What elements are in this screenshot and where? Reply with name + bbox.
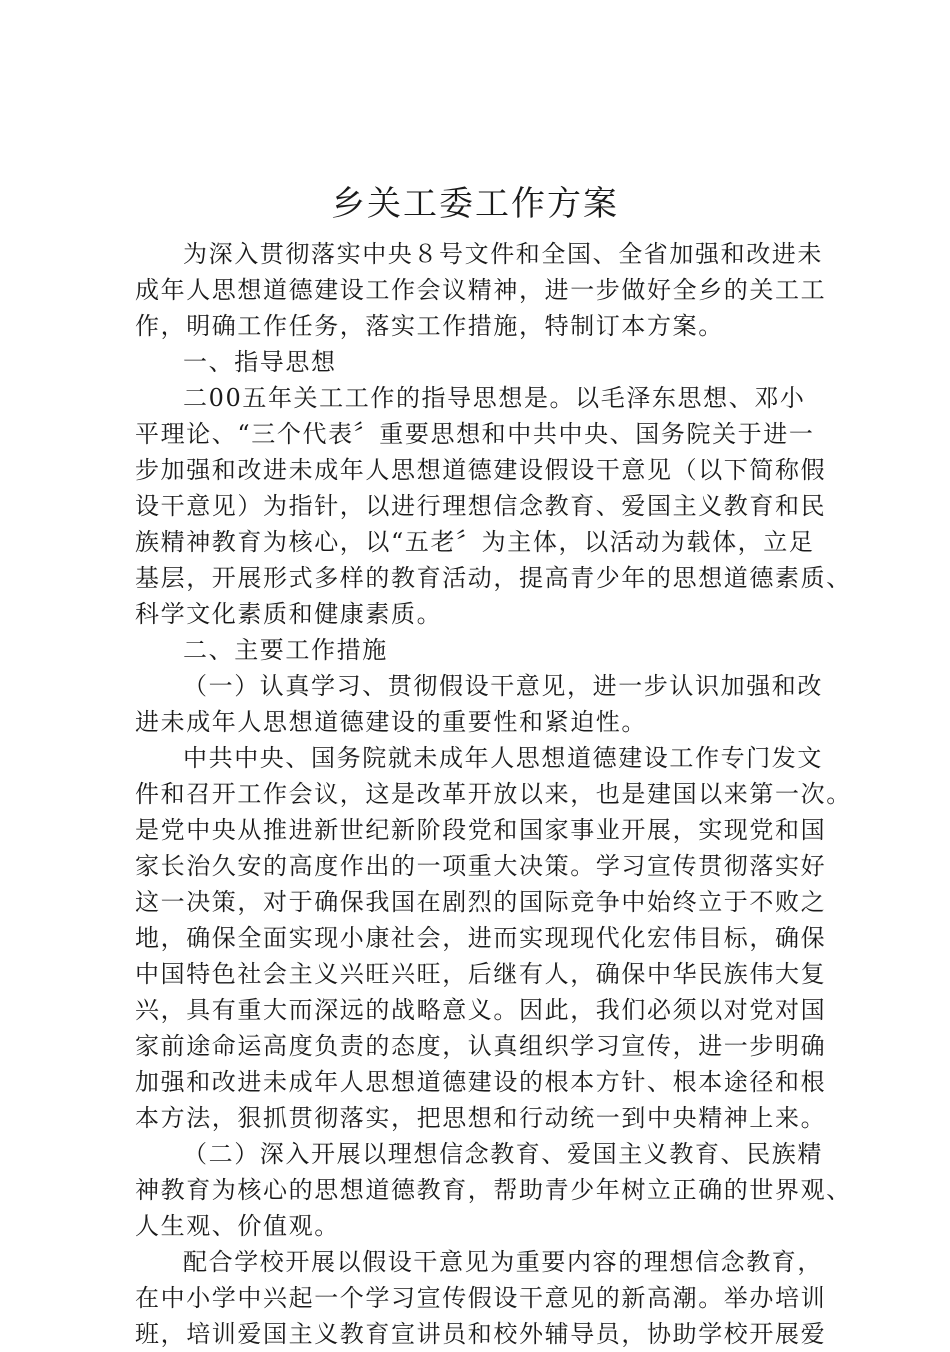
- body-text-line: 是党中央从推进新世纪新阶段党和国家事业开展，实现党和国: [135, 816, 827, 844]
- body-text-line: 这一决策，对于确保我国在剧烈的国际竞争中始终立于不败之: [135, 888, 827, 916]
- body-text-line: 配合学校开展以假设干意见为重要内容的理想信念教育，: [183, 1248, 823, 1276]
- body-text-line: 平理论、“三个代表〞重要思想和中共中央、国务院关于进一: [135, 420, 815, 448]
- body-text-line: 神教育为核心的思想道德教育，帮助青少年树立正确的世界观、: [135, 1176, 852, 1204]
- body-text-line: 基层，开展形式多样的教育活动，提高青少年的思想道德素质、: [135, 564, 852, 592]
- body-text-line: 班，培训爱国主义教育宣讲员和校外辅导员，协助学校开展爱: [135, 1320, 827, 1348]
- body-text-line: 一、指导思想: [183, 348, 337, 376]
- document-title: 乡关工委工作方案: [331, 184, 619, 224]
- body-text-line: 本方法，狠抓贯彻落实，把思想和行动统一到中央精神上来。: [135, 1104, 827, 1132]
- body-text-line: 件和召开工作会议，这是改革开放以来，也是建国以来第一次。: [135, 780, 852, 808]
- body-text-line: （二）深入开展以理想信念教育、爱国主义教育、民族精: [183, 1140, 823, 1168]
- body-text-line: 家长治久安的高度作出的一项重大决策。学习宣传贯彻落实好: [135, 852, 827, 880]
- body-text-line: （一）认真学习、贯彻假设干意见，进一步认识加强和改: [183, 672, 823, 700]
- body-text-line: 二、主要工作措施: [183, 636, 388, 664]
- body-text-line: 成年人思想道德建设工作会议精神，进一步做好全乡的关工工: [135, 276, 827, 304]
- body-text-line: 中国特色社会主义兴旺兴旺，后继有人，确保中华民族伟大复: [135, 960, 827, 988]
- body-text-line: 进未成年人思想道德建设的重要性和紧迫性。: [135, 708, 647, 736]
- body-text-line: 作，明确工作任务，落实工作措施，特制订本方案。: [135, 312, 724, 340]
- body-text-line: 科学文化素质和健康素质。: [135, 600, 443, 628]
- body-text-line: 兴，具有重大而深远的战略意义。因此，我们必须以对党对国: [135, 996, 827, 1024]
- body-text-line: 家前途命运高度负责的态度，认真组织学习宣传，进一步明确: [135, 1032, 827, 1060]
- body-text-line: 中共中央、国务院就未成年人思想道德建设工作专门发文: [183, 744, 823, 772]
- body-text-line: 设干意见）为指针，以进行理想信念教育、爱国主义教育和民: [135, 492, 827, 520]
- body-text-line: 族精神教育为核心，以“五老〞为主体，以活动为载体，立足: [135, 528, 815, 556]
- body-text-line: 二00五年关工工作的指导思想是。以毛泽东思想、邓小: [183, 384, 806, 412]
- body-text-line: 为深入贯彻落实中央８号文件和全国、全省加强和改进未: [183, 240, 823, 268]
- body-text-line: 人生观、价值观。: [135, 1212, 340, 1240]
- body-text-line: 地，确保全面实现小康社会，进而实现现代化宏伟目标，确保: [135, 924, 827, 952]
- document-body: [135, 236, 852, 1352]
- body-text-line: 加强和改进未成年人思想道德建设的根本方针、根本途径和根: [135, 1068, 827, 1096]
- body-text-line: 在中小学中兴起一个学习宣传假设干意见的新高潮。举办培训: [135, 1284, 827, 1312]
- body-text-line: 步加强和改进未成年人思想道德建设假设干意见（以下简称假: [135, 456, 827, 484]
